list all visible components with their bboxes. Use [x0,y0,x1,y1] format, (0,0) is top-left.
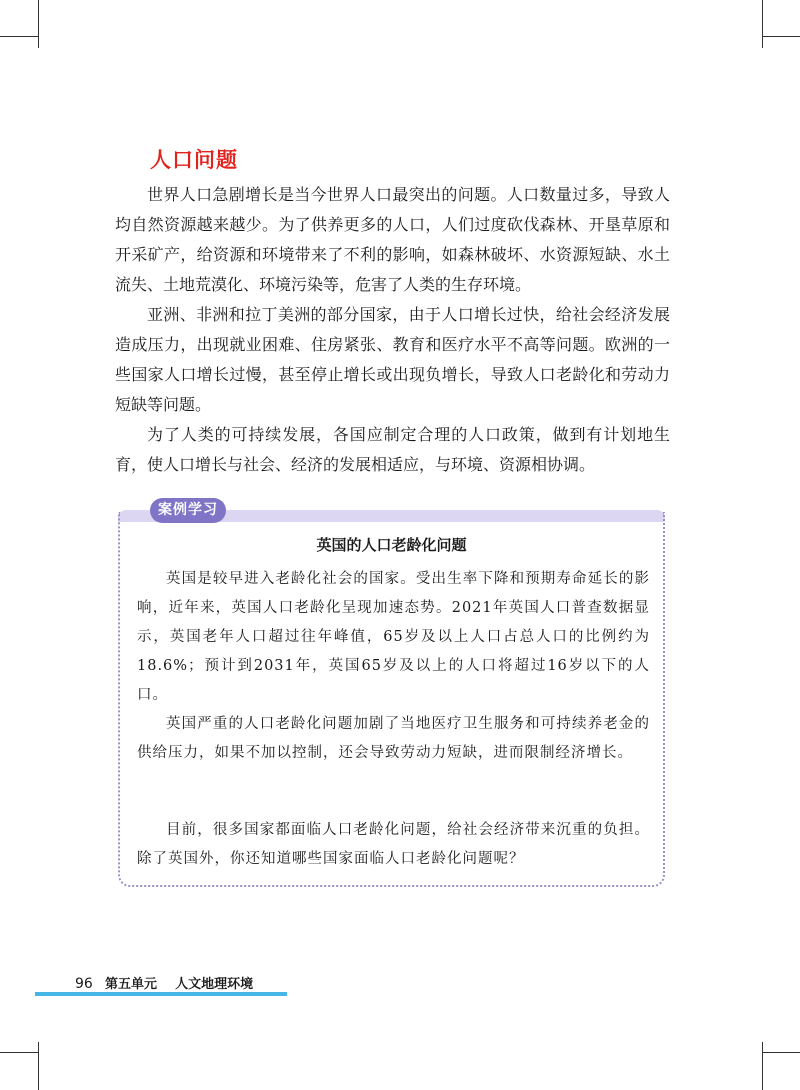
body-paragraph: 亚洲、非洲和拉丁美洲的部分国家，由于人口增长过快，给社会经济发展造成压力，出现就业困难、住房紧张、教育和医疗水平不高等问题。欧洲的一些国家人口增长过慢，甚至停止增长或出现负增长，导致人口老龄化和劳动力短缺等问题。 [115,305,670,414]
crop-mark [38,0,39,48]
case-study-text [137,565,650,768]
page-number: 96 [75,976,93,992]
section-title: 人口问题 [150,148,238,172]
case-paragraph: 英国严重的人口老龄化问题加剧了当地医疗卫生服务和可持续养老金的供给压力，如果不加以控制，还会导致劳动力短缺，进而限制经济增长。 [137,716,650,761]
crop-mark [762,1052,800,1053]
case-study-title: 英国的人口老龄化问题 [316,536,467,554]
case-study-label: 案例学习 [150,498,226,523]
unit-label: 第五单元 [104,977,157,992]
body-paragraph: 为了人类的可持续发展，各国应制定合理的人口政策，做到有计划地生育，使人口增长与社会、经济的发展相适应，与环境、资源相协调。 [115,425,670,474]
question-paragraph: 目前，很多国家都面临人口老龄化问题，给社会经济带来沉重的负担。除了英国外，你还知道哪些国家面临人口老龄化问题呢？ [137,822,650,867]
body-text [115,180,670,480]
chapter-label: 人文地理环境 [175,977,254,992]
crop-mark [0,1052,38,1053]
crop-mark [762,1042,763,1090]
page-footer [75,973,253,992]
case-study-question [137,816,650,874]
case-paragraph: 英国是较早进入老龄化社会的国家。受出生率下降和预期寿命延长的影响，近年来，英国人口老龄化呈现加速态势。2021年英国人口普查数据显示，英国老年人口超过往年峰值，65岁及以上人口占总人口的比例约为18.6%；预计到2031年，英国65岁及以上的人口将超过16岁以下的人口。 [137,571,650,703]
crop-mark [38,1042,39,1090]
footer-accent-line [35,992,287,996]
crop-mark [0,36,38,37]
crop-mark [762,0,763,48]
body-paragraph: 世界人口急剧增长是当今世界人口最突出的问题。人口数量过多，导致人均自然资源越来越少。为了供养更多的人口，人们过度砍伐森林、开垦草原和开采矿产，给资源和环境带来了不利的影响，如森林破坏、水资源短缺、水土流失、土地荒漠化、环境污染等，危害了人类的生存环境。 [115,185,670,294]
crop-mark [762,36,800,37]
